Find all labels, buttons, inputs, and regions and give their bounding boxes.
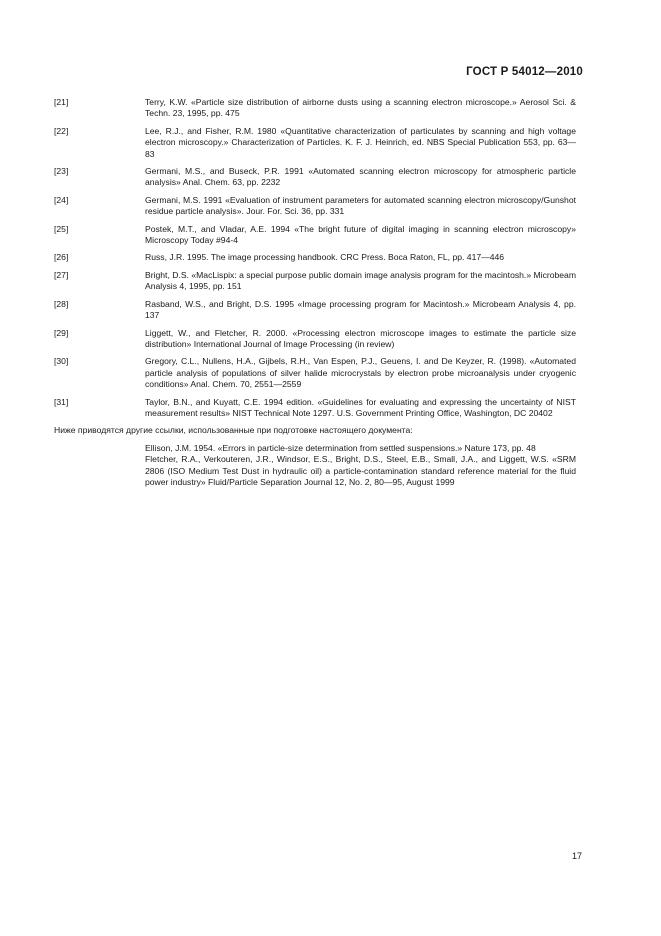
reference-item	[54, 252, 576, 263]
reference-item	[54, 195, 576, 218]
bibliography	[54, 97, 576, 488]
reference-text: Germani, M.S. 1991 «Evaluation of instrument parameters for automated scanning electron microscopy/Gunshot residue particle analysis». Jour. For. Sci. 36, pp. 331	[145, 194, 576, 217]
reference-item	[54, 166, 576, 189]
reference-text: Terry, K.W. «Particle size distribution of airborne dusts using a scanning electron microscope.» Aerosol Sci. & Techn. 23, 1995, pp. 475	[145, 97, 576, 119]
reference-item	[54, 126, 576, 160]
reference-text: Gregory, C.L., Nullens, H.A., Gijbels, R.H., Van Espen, P.J., Geuens, I. and De Keyzer, R. (1998). «Automated particle analysis of populations of silver halide microcrystals by electron probe microanalysis under cryogenic conditions» Anal. Chem. 70, 2551—2559	[145, 356, 576, 390]
reference-number: [27]	[54, 269, 69, 280]
reference-number: [21]	[54, 97, 69, 107]
reference-number: [29]	[54, 327, 69, 338]
reference-text: Bright, D.S. «MacLispix: a special purpose public domain image analysis program for the macintosh.» Microbeam Analysis 4, 1995, pp. 151	[145, 269, 576, 292]
reference-number: [28]	[54, 298, 69, 309]
reference-text: Taylor, B.N., and Kuyatt, C.E. 1994 edition. «Guidelines for evaluating and expressing the uncertainty of NIST measurement results» NIST Technical Note 1297. U.S. Government Printing Office, Washington, DC 20402	[145, 396, 576, 418]
reference-text: Liggett, W., and Fletcher, R. 2000. «Processing electron microscope images to estimate the particle size distribution» International Journal of Image Processing (in review)	[145, 327, 576, 349]
reference-item	[54, 397, 576, 420]
reference-number: [26]	[54, 252, 69, 263]
reference-item	[54, 328, 576, 351]
reference-number: [31]	[54, 396, 69, 407]
reference-text: Lee, R.J., and Fisher, R.M. 1980 «Quantitative characterization of particulates by scanning and high voltage electron microscopy.» Characterization of Particles. K. F. J. Heinrich, ed. NBS Special Publication 553, pp. 63—83	[145, 125, 576, 159]
reference-item	[54, 224, 576, 247]
other-references-heading: Ниже приводятся другие ссылки, использованные при подготовке настоящего документа:	[54, 425, 413, 436]
reference-item	[54, 299, 576, 322]
reference-number: [24]	[54, 194, 69, 205]
other-references-list	[145, 443, 576, 489]
reference-item	[54, 97, 576, 120]
reference-item	[54, 356, 576, 390]
reference-text: Germani, M.S., and Buseck, P.R. 1991 «Automated scanning electron microscopy for atmospheric particle analysis» Anal. Chem. 63, pp. 2232	[145, 166, 576, 188]
other-reference-item: Ellison, J.M. 1954. «Errors in particle-size determination from settled suspensions.» Nature 173, pp. 48	[145, 442, 536, 453]
document-header: ГОСТ Р 54012—2010	[466, 66, 583, 78]
reference-number: [23]	[54, 166, 69, 177]
reference-number: [30]	[54, 356, 69, 367]
reference-text: Postek, M.T., and Vladar, A.E. 1994 «The bright future of digital imaging in scanning electron microscopy» Microscopy Today #94-4	[145, 223, 576, 246]
reference-text: Rasband, W.S., and Bright, D.S. 1995 «Image processing program for Macintosh.» Microbeam Analysis 4, pp. 137	[145, 298, 576, 321]
reference-number: [25]	[54, 223, 69, 234]
reference-item	[54, 270, 576, 293]
reference-text: Russ, J.R. 1995. The image processing handbook. CRC Press. Boca Raton, FL, pp. 417—446	[145, 252, 505, 263]
reference-number: [22]	[54, 125, 69, 136]
other-reference-item: Fletcher, R.A., Verkouteren, J.R., Windsor, E.S., Bright, D.S., Steel, E.B., Small, J.A., and Liggett, W.S. «SRM 2806 (ISO Medium Test Dust in hydraulic oil) a particle-contamination standard reference material for the fluid power industry» Fluid/Particle Separation Journal 12, No. 2, 80—95, August 1999	[145, 454, 576, 487]
page-number: 17	[571, 851, 582, 861]
